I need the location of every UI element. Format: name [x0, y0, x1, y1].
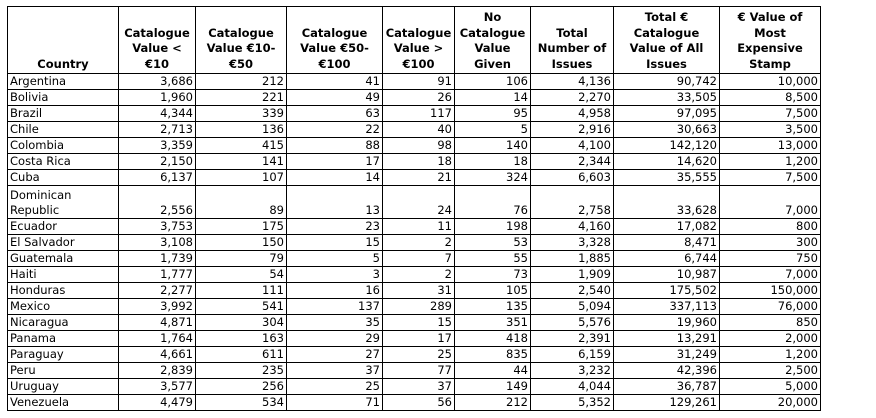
table-row: [8, 122, 821, 138]
cell-no-value: 14: [455, 90, 531, 106]
cell-most-expensive: 1,200: [720, 154, 821, 170]
table-row: [8, 219, 821, 235]
cell-50-100: 29: [287, 331, 383, 347]
cell-no-value: 18: [455, 154, 531, 170]
cell-no-value: 418: [455, 331, 531, 347]
header-value-under-10: Catalogue Value < €10: [119, 7, 196, 74]
cell-total-issues: 6,603: [531, 170, 614, 186]
cell-50-100: 41: [287, 74, 383, 90]
cell-country: Colombia: [8, 138, 119, 154]
table-row: [8, 283, 821, 299]
cell-country: Uruguay: [8, 379, 119, 395]
table-row: [8, 154, 821, 170]
table-row: [8, 235, 821, 251]
table-row: [8, 138, 821, 154]
cell-most-expensive: 3,500: [720, 122, 821, 138]
cell-no-value: 324: [455, 170, 531, 186]
cell-no-value: 73: [455, 267, 531, 283]
cell-under-10: 1,777: [119, 267, 196, 283]
cell-over-100: 2: [383, 267, 455, 283]
cell-total-value: 337,113: [614, 299, 720, 315]
cell-50-100: 23: [287, 219, 383, 235]
cell-most-expensive: 300: [720, 235, 821, 251]
cell-under-10: 4,871: [119, 315, 196, 331]
table-row: [8, 251, 821, 267]
cell-10-50: 141: [196, 154, 287, 170]
cell-most-expensive: 1,200: [720, 347, 821, 363]
cell-no-value: 212: [455, 395, 531, 411]
header-row: [8, 7, 821, 74]
cell-total-value: 90,742: [614, 74, 720, 90]
cell-most-expensive: 800: [720, 219, 821, 235]
cell-total-value: 33,628: [614, 186, 720, 219]
cell-under-10: 4,479: [119, 395, 196, 411]
cell-no-value: 53: [455, 235, 531, 251]
cell-over-100: 289: [383, 299, 455, 315]
cell-50-100: 71: [287, 395, 383, 411]
cell-over-100: 40: [383, 122, 455, 138]
cell-country: Dominican Republic: [8, 186, 119, 219]
cell-under-10: 3,686: [119, 74, 196, 90]
cell-10-50: 235: [196, 363, 287, 379]
cell-50-100: 49: [287, 90, 383, 106]
cell-total-value: 19,960: [614, 315, 720, 331]
header-total-issues: Total Number of Issues: [531, 7, 614, 74]
cell-50-100: 88: [287, 138, 383, 154]
cell-total-value: 13,291: [614, 331, 720, 347]
cell-50-100: 14: [287, 170, 383, 186]
cell-10-50: 534: [196, 395, 287, 411]
table-body: [8, 74, 821, 411]
header-no-value-given: No Catalogue Value Given: [455, 7, 531, 74]
cell-over-100: 24: [383, 186, 455, 219]
cell-under-10: 1,960: [119, 90, 196, 106]
cell-most-expensive: 10,000: [720, 74, 821, 90]
cell-total-issues: 4,044: [531, 379, 614, 395]
header-value-50-100: Catalogue Value €50-€100: [287, 7, 383, 74]
cell-under-10: 2,839: [119, 363, 196, 379]
cell-over-100: 37: [383, 379, 455, 395]
table-row: [8, 363, 821, 379]
cell-country: Paraguay: [8, 347, 119, 363]
cell-10-50: 304: [196, 315, 287, 331]
cell-total-issues: 2,916: [531, 122, 614, 138]
cell-total-issues: 3,328: [531, 235, 614, 251]
table-row: [8, 331, 821, 347]
cell-total-value: 14,620: [614, 154, 720, 170]
cell-under-10: 2,150: [119, 154, 196, 170]
table-row: [8, 267, 821, 283]
cell-under-10: 2,713: [119, 122, 196, 138]
cell-over-100: 18: [383, 154, 455, 170]
cell-10-50: 541: [196, 299, 287, 315]
cell-total-value: 175,502: [614, 283, 720, 299]
cell-no-value: 105: [455, 283, 531, 299]
cell-total-value: 31,249: [614, 347, 720, 363]
header-country: Country: [8, 7, 119, 74]
cell-total-issues: 5,352: [531, 395, 614, 411]
table-row: [8, 74, 821, 90]
cell-country: Costa Rica: [8, 154, 119, 170]
cell-under-10: 4,344: [119, 106, 196, 122]
cell-total-issues: 2,540: [531, 283, 614, 299]
cell-under-10: 4,661: [119, 347, 196, 363]
cell-over-100: 31: [383, 283, 455, 299]
header-total-value: Total € Catalogue Value of All Issues: [614, 7, 720, 74]
cell-total-value: 10,987: [614, 267, 720, 283]
cell-total-value: 8,471: [614, 235, 720, 251]
cell-country: Honduras: [8, 283, 119, 299]
cell-total-issues: 4,136: [531, 74, 614, 90]
cell-10-50: 339: [196, 106, 287, 122]
cell-over-100: 2: [383, 235, 455, 251]
cell-country: Cuba: [8, 170, 119, 186]
cell-no-value: 44: [455, 363, 531, 379]
cell-most-expensive: 13,000: [720, 138, 821, 154]
table-row: [8, 90, 821, 106]
cell-50-100: 13: [287, 186, 383, 219]
cell-total-value: 6,744: [614, 251, 720, 267]
cell-total-value: 42,396: [614, 363, 720, 379]
cell-no-value: 351: [455, 315, 531, 331]
cell-total-issues: 2,344: [531, 154, 614, 170]
cell-under-10: 2,277: [119, 283, 196, 299]
cell-under-10: 3,108: [119, 235, 196, 251]
cell-50-100: 35: [287, 315, 383, 331]
cell-most-expensive: 2,500: [720, 363, 821, 379]
cell-50-100: 3: [287, 267, 383, 283]
cell-10-50: 150: [196, 235, 287, 251]
cell-country: Argentina: [8, 74, 119, 90]
cell-country: Haiti: [8, 267, 119, 283]
cell-most-expensive: 850: [720, 315, 821, 331]
cell-10-50: 111: [196, 283, 287, 299]
cell-total-issues: 4,100: [531, 138, 614, 154]
cell-total-issues: 6,159: [531, 347, 614, 363]
cell-most-expensive: 7,500: [720, 170, 821, 186]
cell-total-value: 129,261: [614, 395, 720, 411]
cell-country: Chile: [8, 122, 119, 138]
cell-total-value: 17,082: [614, 219, 720, 235]
cell-under-10: 6,137: [119, 170, 196, 186]
table-row: [8, 315, 821, 331]
table-row: [8, 395, 821, 411]
cell-total-issues: 4,958: [531, 106, 614, 122]
cell-most-expensive: 150,000: [720, 283, 821, 299]
cell-10-50: 79: [196, 251, 287, 267]
stamp-catalogue-table: [7, 6, 821, 411]
cell-total-value: 142,120: [614, 138, 720, 154]
header-most-expensive: € Value of Most Expensive Stamp: [720, 7, 821, 74]
cell-no-value: 95: [455, 106, 531, 122]
cell-50-100: 63: [287, 106, 383, 122]
cell-50-100: 22: [287, 122, 383, 138]
cell-country: Panama: [8, 331, 119, 347]
cell-50-100: 25: [287, 379, 383, 395]
header-value-10-50: Catalogue Value €10-€50: [196, 7, 287, 74]
cell-total-value: 36,787: [614, 379, 720, 395]
cell-50-100: 137: [287, 299, 383, 315]
cell-total-issues: 3,232: [531, 363, 614, 379]
cell-over-100: 7: [383, 251, 455, 267]
cell-most-expensive: 5,000: [720, 379, 821, 395]
cell-under-10: 1,764: [119, 331, 196, 347]
cell-over-100: 17: [383, 331, 455, 347]
cell-total-value: 97,095: [614, 106, 720, 122]
cell-most-expensive: 2,000: [720, 331, 821, 347]
cell-most-expensive: 750: [720, 251, 821, 267]
cell-50-100: 27: [287, 347, 383, 363]
cell-no-value: 198: [455, 219, 531, 235]
table-row: [8, 347, 821, 363]
cell-country: Venezuela: [8, 395, 119, 411]
cell-10-50: 256: [196, 379, 287, 395]
cell-country: Ecuador: [8, 219, 119, 235]
cell-total-value: 30,663: [614, 122, 720, 138]
cell-total-issues: 4,160: [531, 219, 614, 235]
cell-no-value: 55: [455, 251, 531, 267]
cell-10-50: 89: [196, 186, 287, 219]
cell-10-50: 54: [196, 267, 287, 283]
cell-most-expensive: 7,000: [720, 186, 821, 219]
cell-no-value: 5: [455, 122, 531, 138]
cell-50-100: 5: [287, 251, 383, 267]
cell-over-100: 26: [383, 90, 455, 106]
cell-no-value: 140: [455, 138, 531, 154]
cell-country: Peru: [8, 363, 119, 379]
table-row: [8, 170, 821, 186]
cell-no-value: 76: [455, 186, 531, 219]
table-row: [8, 106, 821, 122]
cell-no-value: 149: [455, 379, 531, 395]
cell-total-issues: 1,909: [531, 267, 614, 283]
cell-under-10: 3,359: [119, 138, 196, 154]
cell-10-50: 415: [196, 138, 287, 154]
cell-over-100: 15: [383, 315, 455, 331]
cell-10-50: 175: [196, 219, 287, 235]
cell-over-100: 98: [383, 138, 455, 154]
cell-10-50: 212: [196, 74, 287, 90]
cell-10-50: 221: [196, 90, 287, 106]
table-row: [8, 299, 821, 315]
cell-over-100: 11: [383, 219, 455, 235]
cell-10-50: 107: [196, 170, 287, 186]
header-value-over-100: Catalogue Value > €100: [383, 7, 455, 74]
cell-over-100: 25: [383, 347, 455, 363]
cell-no-value: 135: [455, 299, 531, 315]
cell-10-50: 611: [196, 347, 287, 363]
cell-under-10: 3,577: [119, 379, 196, 395]
cell-total-value: 33,505: [614, 90, 720, 106]
cell-most-expensive: 7,000: [720, 267, 821, 283]
cell-most-expensive: 8,500: [720, 90, 821, 106]
cell-under-10: 3,992: [119, 299, 196, 315]
cell-country: Brazil: [8, 106, 119, 122]
cell-no-value: 835: [455, 347, 531, 363]
cell-50-100: 37: [287, 363, 383, 379]
cell-over-100: 21: [383, 170, 455, 186]
cell-10-50: 136: [196, 122, 287, 138]
cell-total-issues: 2,270: [531, 90, 614, 106]
table-row: [8, 186, 821, 219]
cell-total-issues: 5,094: [531, 299, 614, 315]
cell-country: El Salvador: [8, 235, 119, 251]
cell-total-value: 35,555: [614, 170, 720, 186]
cell-country: Guatemala: [8, 251, 119, 267]
cell-50-100: 17: [287, 154, 383, 170]
cell-total-issues: 1,885: [531, 251, 614, 267]
cell-50-100: 16: [287, 283, 383, 299]
cell-country: Mexico: [8, 299, 119, 315]
cell-country: Nicaragua: [8, 315, 119, 331]
table-row: [8, 379, 821, 395]
cell-over-100: 77: [383, 363, 455, 379]
cell-under-10: 3,753: [119, 219, 196, 235]
cell-country: Bolivia: [8, 90, 119, 106]
cell-total-issues: 2,758: [531, 186, 614, 219]
cell-over-100: 91: [383, 74, 455, 90]
cell-10-50: 163: [196, 331, 287, 347]
cell-over-100: 117: [383, 106, 455, 122]
cell-total-issues: 2,391: [531, 331, 614, 347]
cell-under-10: 2,556: [119, 186, 196, 219]
cell-most-expensive: 7,500: [720, 106, 821, 122]
cell-most-expensive: 20,000: [720, 395, 821, 411]
cell-50-100: 15: [287, 235, 383, 251]
cell-under-10: 1,739: [119, 251, 196, 267]
cell-most-expensive: 76,000: [720, 299, 821, 315]
cell-over-100: 56: [383, 395, 455, 411]
cell-no-value: 106: [455, 74, 531, 90]
cell-total-issues: 5,576: [531, 315, 614, 331]
